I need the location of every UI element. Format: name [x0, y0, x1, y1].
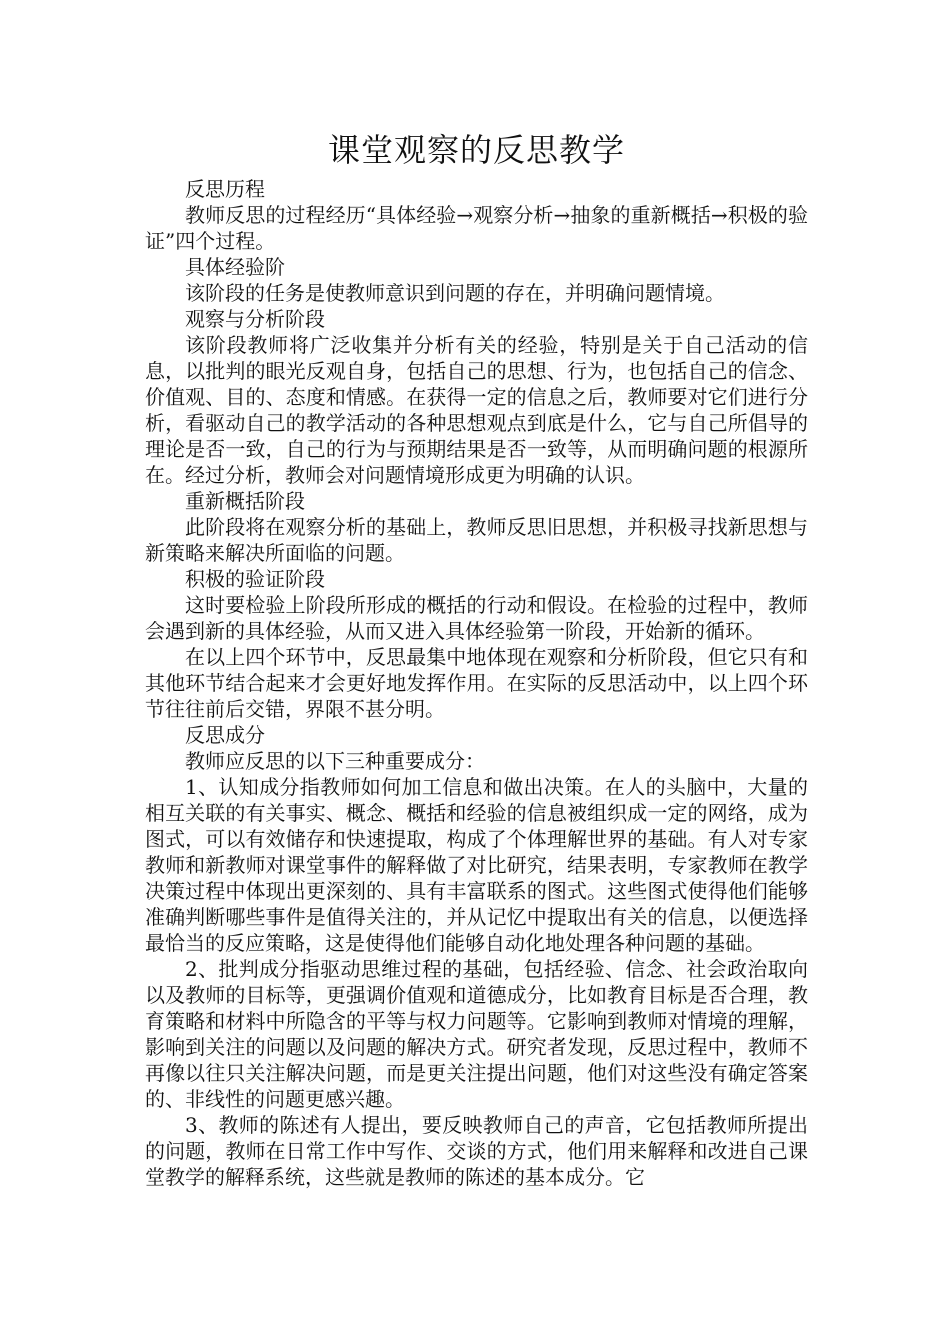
section-heading-concrete-experience: 具体经验阶	[185, 255, 285, 279]
section-heading-active-verification: 积极的验证阶段	[185, 567, 325, 591]
paragraph-reconceptualization: 此阶段将在观察分析的基础上，教师反思旧思想，并积极寻找新思想与新策略来解决所面临的问题。	[145, 515, 808, 565]
paragraph-concrete-experience: 该阶段的任务是使教师意识到问题的存在，并明确问题情境。	[185, 281, 725, 305]
section-heading-reconceptualization: 重新概括阶段	[185, 489, 305, 513]
paragraph-active-verification: 这时要检验上阶段所形成的概括的行动和假设。在检验的过程中，教师会遇到新的具体经验，从而又进入具体经验第一阶段，开始新的循环。	[145, 593, 808, 643]
section-heading-observation-analysis: 观察与分析阶段	[185, 307, 325, 331]
paragraph-components-intro: 教师应反思的以下三种重要成分：	[185, 749, 485, 773]
paragraph-critical-component: 2、批判成分指驱动思维过程的基础，包括经验、信念、社会政治取向以及教师的目标等，更强调价值观和道德成分，比如教育目标是否合理，教育策略和材料中所隐含的平等与权力问题等。它影响到教师对情境的理解，影响到关注的问题以及问题的解决方式。研究者发现，反思过程中，教师不再像以往只关注解决问题，而是更关注提出问题，他们对这些没有确定答案的、非线性的问题更感兴趣。	[145, 957, 808, 1111]
section-heading-reflection-process: 反思历程	[185, 177, 265, 201]
paragraph-teacher-narrative: 3、教师的陈述有人提出，要反映教师自己的声音，它包括教师所提出的问题，教师在日常工作中写作、交谈的方式，他们用来解释和改进自己课堂教学的解释系统，这些就是教师的陈述的基本成分。它	[145, 1113, 808, 1189]
paragraph-process-overview: 教师反思的过程经历“具体经验→观察分析→抽象的重新概括→积极的验证”四个过程。	[145, 203, 808, 253]
document-body	[145, 176, 808, 1190]
paragraph-cognitive-component: 1、认知成分指教师如何加工信息和做出决策。在人的头脑中，大量的相互关联的有关事实、概念、概括和经验的信息被组织成一定的网络，成为图式，可以有效储存和快速提取，构成了个体理解世界的基础。有人对专家教师和新教师对课堂事件的解释做了对比研究，结果表明，专家教师在教学决策过程中体现出更深刻的、具有丰富联系的图式。这些图式使得他们能够准确判断哪些事件是值得关注的，并从记忆中提取出有关的信息，以便选择最恰当的反应策略，这是使得他们能够自动化地处理各种问题的基础。	[145, 775, 808, 955]
paragraph-observation-analysis: 该阶段教师将广泛收集并分析有关的经验，特别是关于自己活动的信息，以批判的眼光反观自身，包括自己的思想、行为，也包括自己的信念、价值观、目的、态度和情感。在获得一定的信息之后，教师要对它们进行分析，看驱动自己的教学活动的各种思想观点到底是什么，它与自己所倡导的理论是否一致，自己的行为与预期结果是否一致等，从而明确问题的根源所在。经过分析，教师会对问题情境形成更为明确的认识。	[145, 333, 808, 487]
document-title: 课堂观察的反思教学	[327, 131, 625, 169]
section-heading-reflection-components: 反思成分	[185, 723, 265, 747]
paragraph-four-stages-summary: 在以上四个环节中，反思最集中地体现在观察和分析阶段，但它只有和其他环节结合起来才会更好地发挥作用。在实际的反思活动中，以上四个环节往往前后交错，界限不甚分明。	[145, 645, 808, 721]
document-page	[145, 128, 808, 1190]
